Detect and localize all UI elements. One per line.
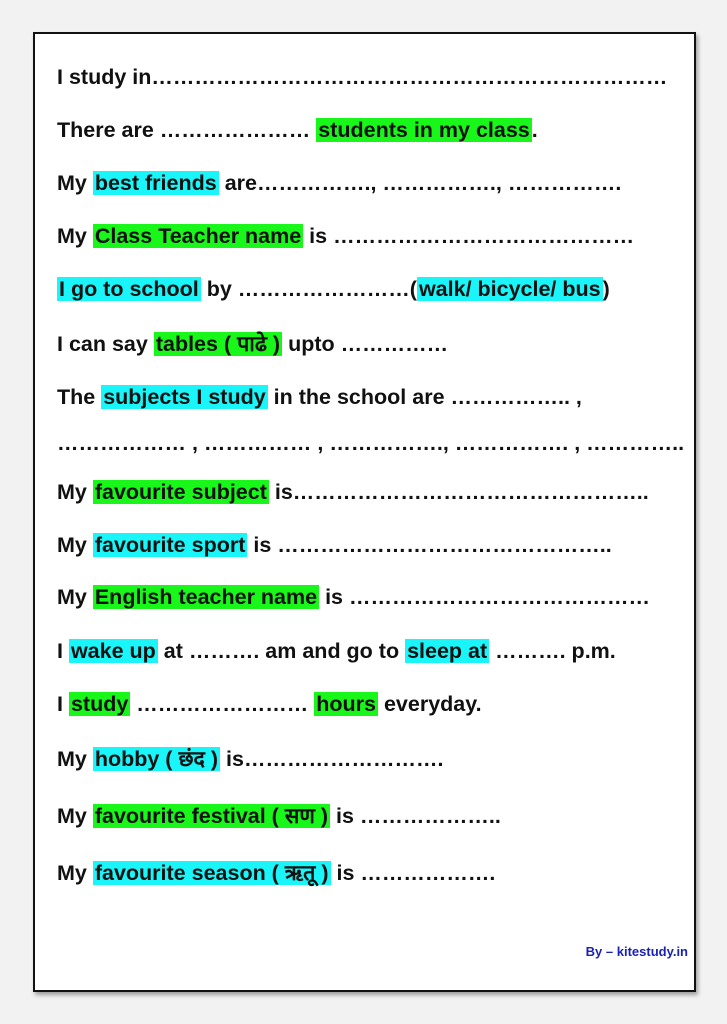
line-english-teacher: My English teacher name is …………………………………… — [57, 585, 650, 609]
line-tables: I can say tables ( पाढे ) upto …………… — [57, 332, 449, 356]
highlight-season: favourite season ( ऋतू ) — [94, 861, 329, 885]
highlight-best-friends: best friends — [94, 171, 217, 195]
line-class-teacher: My Class Teacher name is …………………………………… — [57, 224, 635, 248]
line-favourite-subject: My favourite subject is………………………………………….. — [57, 480, 649, 504]
credit-link[interactable]: By – kitestudy.in — [585, 944, 688, 959]
highlight-go-to-school: I go to school — [59, 277, 199, 301]
line-study-hours: I study …………………… hours everyday. — [57, 692, 482, 716]
line-favourite-sport: My favourite sport is ……………………………………….. — [57, 533, 612, 557]
highlight-students: students in my class — [318, 118, 530, 142]
worksheet-page — [33, 32, 696, 992]
highlight-favourite-sport: favourite sport — [94, 533, 246, 557]
line-study-in: I study in……………………………………………………………… — [57, 65, 668, 89]
line-festival: My favourite festival ( सण ) is ……………….. — [57, 804, 501, 828]
line-best-friends: My best friends are……………., ……………., ……………. — [57, 171, 622, 195]
line-hobby: My hobby ( छंद ) is………………………. — [57, 747, 444, 771]
highlight-favourite-subject: favourite subject — [94, 480, 267, 504]
line-students: There are ………………… students in my class. — [57, 118, 538, 142]
line-go-to-school: I go to school by ……………………(walk/ bicycle/ bus) — [59, 277, 610, 301]
line-subjects-blanks: ……………… , …………… , ……………., ……………. , ………….. — [57, 431, 685, 455]
highlight-english-teacher: English teacher name — [94, 585, 318, 609]
highlight-wake-up: wake up — [70, 639, 156, 663]
highlight-hobby: hobby ( छंद ) — [94, 747, 219, 771]
highlight-sleep-at: sleep at — [407, 639, 488, 663]
line-wake-up: I wake up at ………. am and go to sleep at ………. p.m. — [57, 639, 616, 663]
highlight-subjects: subjects I study — [103, 385, 266, 409]
highlight-study: study — [70, 692, 129, 716]
line-subjects: The subjects I study in the school are …………….. , — [57, 385, 582, 409]
highlight-tables: tables ( पाढे ) — [155, 332, 281, 356]
highlight-transport: walk/ bicycle/ bus — [418, 277, 601, 301]
highlight-class-teacher: Class Teacher name — [94, 224, 302, 248]
highlight-festival: favourite festival ( सण ) — [94, 804, 329, 828]
highlight-hours: hours — [316, 692, 376, 716]
line-season: My favourite season ( ऋतू ) is ………………. — [57, 861, 496, 885]
